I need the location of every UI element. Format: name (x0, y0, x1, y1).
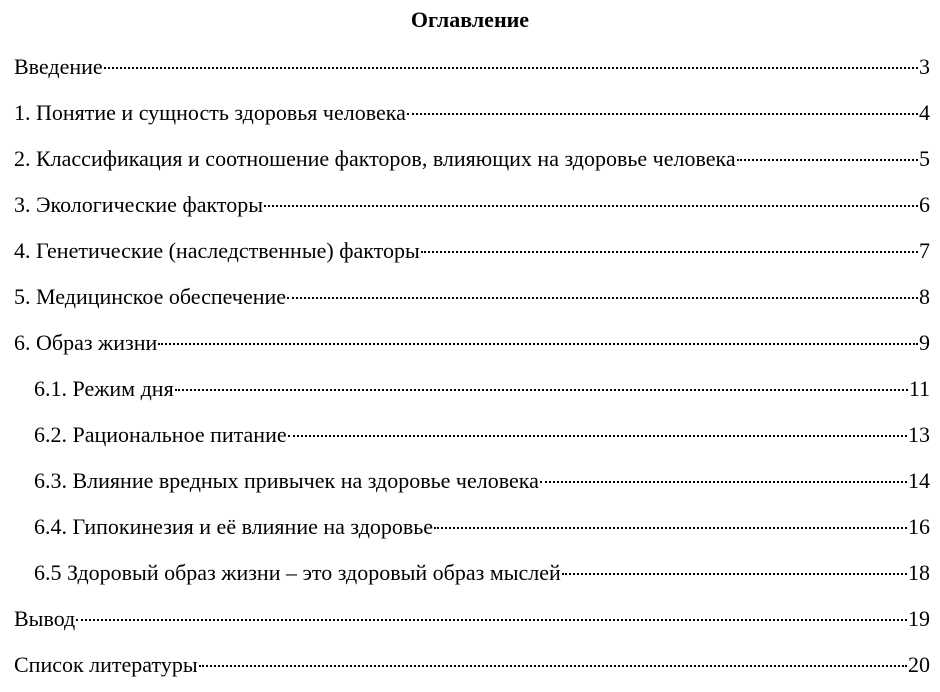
toc-entry-label: Введение (14, 54, 103, 79)
toc-dot-leader (76, 619, 907, 621)
toc-entry[interactable] (0, 324, 940, 370)
toc-page-number: 5 (919, 146, 930, 171)
toc-dot-leader (104, 67, 918, 69)
toc-entry[interactable] (0, 416, 940, 462)
toc-dot-leader (434, 527, 907, 529)
toc-page-number: 8 (919, 284, 930, 309)
toc-entry-label: 2. Классификация и соотношение факторов, влияющих на здоровье человека (14, 146, 736, 171)
toc-page-number: 16 (908, 514, 930, 539)
toc-entry-label: 3. Экологические факторы (14, 192, 263, 217)
toc-dot-leader (421, 251, 918, 253)
toc-dot-leader (264, 205, 918, 207)
toc-entry[interactable] (0, 508, 940, 554)
toc-title: Оглавление (410, 7, 530, 32)
toc-entry-label: 6.4. Гипокинезия и её влияние на здоровье (34, 514, 434, 539)
toc-entry[interactable] (0, 646, 940, 692)
toc-entry-label: 6. Образ жизни (14, 330, 158, 355)
toc-entry[interactable] (0, 600, 940, 646)
toc-entry-label: 4. Генетические (наследственные) факторы (14, 238, 420, 263)
toc-entry[interactable] (0, 140, 940, 186)
toc-dot-leader (287, 297, 918, 299)
toc-entry[interactable] (0, 232, 940, 278)
toc-entry-label: 6.1. Режим дня (34, 376, 174, 401)
toc-entry-label: 6.2. Рациональное питание (34, 422, 287, 447)
toc-dot-leader (175, 389, 908, 391)
toc-entry-label: 1. Понятие и сущность здоровья человека (14, 100, 406, 125)
toc-page-number: 4 (919, 100, 930, 125)
toc-page-number: 18 (908, 560, 930, 585)
toc-page-number: 7 (919, 238, 930, 263)
toc-list (0, 48, 940, 692)
toc-entry[interactable] (0, 554, 940, 600)
toc-dot-leader (562, 573, 907, 575)
toc-entry-label: Вывод (14, 606, 76, 631)
toc-page-number: 11 (908, 376, 930, 401)
toc-page-number: 13 (908, 422, 930, 447)
toc-entry[interactable] (0, 370, 940, 416)
toc-page-number: 20 (908, 652, 930, 677)
toc-page-number: 9 (919, 330, 930, 355)
toc-dot-leader (158, 343, 918, 345)
toc-page-number: 3 (919, 54, 930, 79)
toc-dot-leader (199, 665, 907, 667)
toc-dot-leader (540, 481, 907, 483)
toc-entry[interactable] (0, 186, 940, 232)
toc-page-number: 6 (919, 192, 930, 217)
toc-entry-label: 6.3. Влияние вредных привычек на здоровье человека (34, 468, 539, 493)
toc-dot-leader (288, 435, 907, 437)
toc-entry-label: 5. Медицинское обеспечение (14, 284, 287, 309)
toc-entry[interactable] (0, 94, 940, 140)
toc-entry[interactable] (0, 48, 940, 94)
toc-entry[interactable] (0, 462, 940, 508)
toc-page-number: 14 (908, 468, 930, 493)
toc-dot-leader (407, 113, 918, 115)
toc-page-number: 19 (908, 606, 930, 631)
toc-entry-label: Список литературы (14, 652, 198, 677)
toc-entry[interactable] (0, 278, 940, 324)
toc-entry-label: 6.5 Здоровый образ жизни – это здоровый образ мыслей (34, 560, 561, 585)
toc-dot-leader (737, 159, 918, 161)
